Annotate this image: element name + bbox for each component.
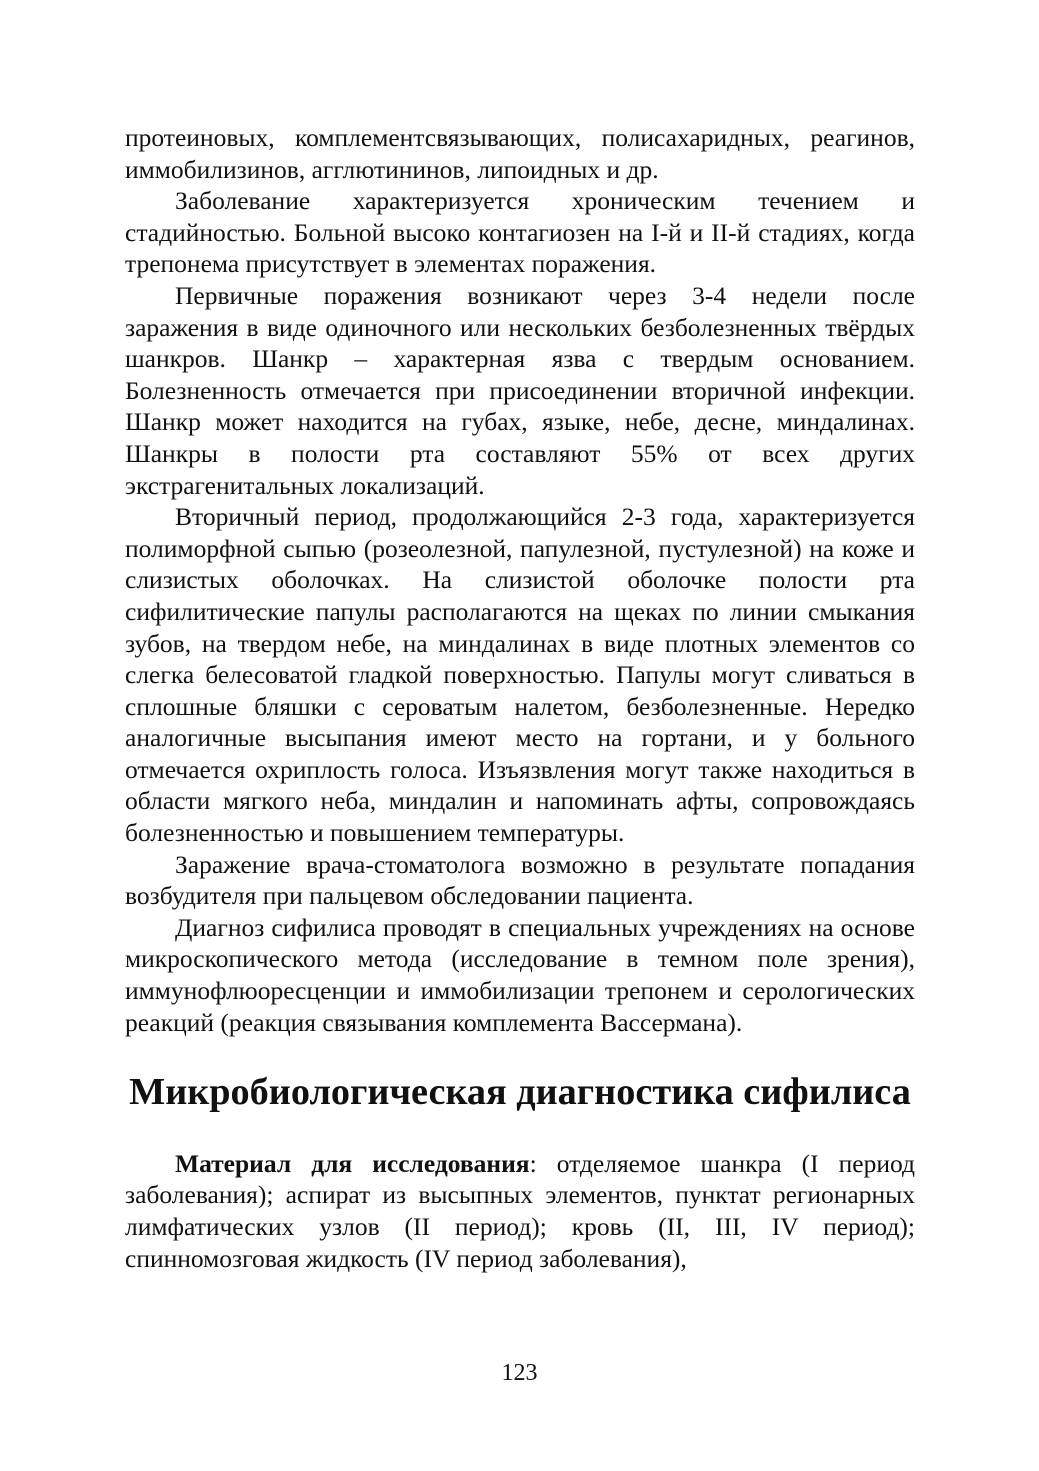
page-body <box>125 122 915 1274</box>
section-heading: Микробиологическая диагностика сифилиса <box>129 1071 911 1114</box>
paragraph-diagnosis: Диагноз сифилиса проводят в специальных учреждениях на основе микроскопического метода (исследование в темном поле зрения), иммунофлюоресценции и иммобилизации трепонем и серологических реакций (реакция связывания комплемента Вассермана). <box>125 912 915 1037</box>
paragraph-dentist-infection: Заражение врача-стоматолога возможно в результате попадания возбудителя при пальцевом обследовании пациента. <box>125 849 915 911</box>
paragraph-primary-lesions: Первичные поражения возникают через 3-4 недели после заражения в виде одиночного или нескольких безболезненных твёрдых шанкров. Шанкр – характерная язва с твердым основанием. Болезненность отмечается при присоединении вторичной инфекции. Шанкр может находится на губах, языке, небе, десне, миндалинах. Шанкры в полости рта составляют 55% от всех других экстрагенитальных локализаций. <box>125 280 915 500</box>
page-number: 123 <box>501 1360 538 1386</box>
paragraph-continuation: протеиновых, комплементсвязывающих, полисахаридных, реагинов, иммобилизинов, агглютининов, липоидных и др. <box>125 123 915 184</box>
paragraph-secondary-period: Вторичный период, продолжающийся 2-3 года, характеризуется полиморфной сыпью (розеолезной, папулезной, пустулезной) на коже и слизистых оболочках. На слизистой оболочке полости рта сифилитические папулы располагаются на щеках по линии смыкания зубов, на твердом небе, на миндалинах в виде плотных элементов со слегка белесоватой гладкой поверхностью. Папулы могут сливаться в сплошные бляшки с сероватым налетом, безболезненные. Нередко аналогичные высыпания имеют место на гортани, и у больного отмечается охриплость голоса. Изъязвления могут также находиться в области мягкого неба, миндалин и напоминать афты, сопровождаясь болезненностью и повышением температуры. <box>125 502 915 848</box>
material-text: : отделяемое шанкра (I период заболевания); аспират из высыпных элементов, пунктат регионарных лимфатических узлов (II период); кровь (II, III, IV период); спинномозговая жидкость (IV период заболевания), <box>125 1148 916 1273</box>
material-label: Материал для исследования <box>175 1148 530 1178</box>
paragraph-material <box>125 1148 915 1274</box>
paragraph-disease-course: Заболевание характеризуется хроническим течением и стадийностью. Больной высоко контагиозен на I-й и II-й стадиях, когда трепонема присутствует в элементах поражения. <box>125 186 915 279</box>
